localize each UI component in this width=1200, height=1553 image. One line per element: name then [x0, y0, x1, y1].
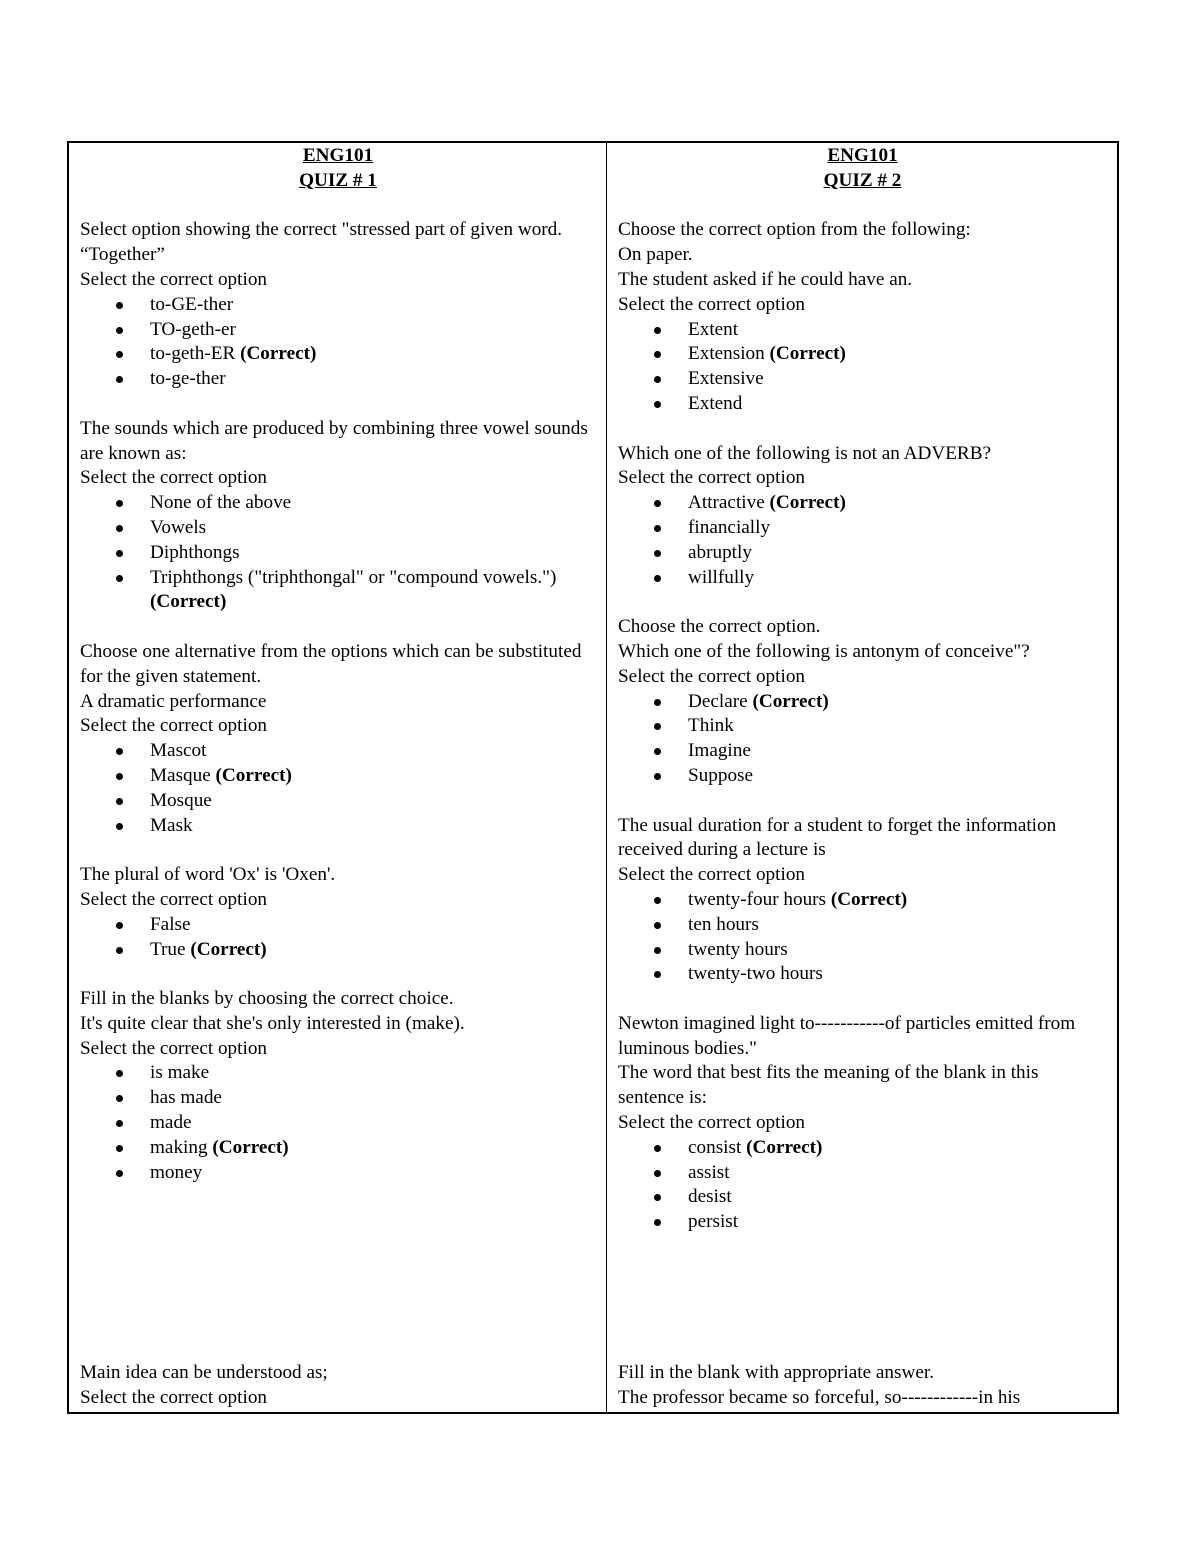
option-item — [618, 1161, 1107, 1186]
option-text: persist — [688, 1211, 739, 1233]
option-list — [618, 1136, 1107, 1235]
option-item — [618, 714, 1107, 739]
option-text: made — [150, 1112, 192, 1134]
bullet-icon — [116, 1095, 123, 1102]
correct-marker: (Correct) — [752, 690, 829, 712]
question-line: Select option showing the correct "stressed part of given word. “Together” — [80, 219, 563, 266]
bullet-icon — [116, 1070, 123, 1077]
question-line: The word that best fits the meaning of the blank in this sentence is: — [618, 1062, 1039, 1109]
option-text: to-GE-ther — [150, 293, 234, 315]
option-text: money — [150, 1161, 203, 1183]
question-block — [618, 1012, 1107, 1235]
question-line: Select the correct option — [80, 888, 268, 910]
question-line: Select the correct option — [80, 268, 268, 290]
option-text: Declare — [688, 690, 753, 712]
bullet-icon — [654, 327, 661, 334]
bullet-icon — [116, 947, 123, 954]
option-item — [618, 764, 1107, 789]
option-text: to-ge-ther — [150, 368, 226, 390]
option-item — [618, 491, 1107, 516]
question-block — [80, 640, 596, 838]
option-item — [80, 1061, 596, 1086]
correct-marker: (Correct) — [212, 1136, 289, 1158]
option-text: Extent — [688, 318, 739, 340]
option-item — [618, 342, 1107, 367]
option-text: Attractive — [688, 492, 770, 514]
option-text: Masque — [150, 764, 216, 786]
bullet-icon — [116, 823, 123, 830]
spacer — [80, 962, 596, 987]
question-line: Select the correct option — [80, 1037, 268, 1059]
question-line: Select the correct option — [618, 467, 806, 489]
bullet-icon — [654, 1219, 661, 1226]
option-list — [80, 491, 596, 615]
option-text: making — [150, 1136, 213, 1158]
option-item — [80, 1111, 596, 1136]
question-line: Choose the correct option. — [618, 616, 821, 638]
option-item — [618, 1210, 1107, 1235]
question-block — [80, 417, 596, 615]
bullet-icon — [116, 748, 123, 755]
question-block — [80, 863, 596, 962]
option-item — [618, 888, 1107, 913]
option-text: abruptly — [688, 541, 752, 563]
question-line: Choose one alternative from the options which can be substituted for the given statement. — [80, 640, 582, 687]
bullet-icon — [116, 376, 123, 383]
question-line: Which one of the following is antonym of conceive"? — [618, 640, 1030, 662]
question-line: On paper. — [618, 244, 693, 266]
option-item — [80, 739, 596, 764]
option-item — [80, 293, 596, 318]
correct-marker: (Correct) — [240, 343, 317, 365]
correct-marker: (Correct) — [746, 1136, 823, 1158]
option-item — [618, 566, 1107, 591]
bullet-icon — [654, 947, 661, 954]
spacer — [80, 392, 596, 417]
option-text: Extensive — [688, 368, 764, 390]
question-line: Select the correct option — [618, 1112, 806, 1134]
option-list — [80, 1061, 596, 1185]
option-text: TO-geth-er — [150, 318, 236, 340]
question-line: Which one of the following is not an ADVERB? — [618, 442, 992, 464]
question-line: Select the correct option — [618, 665, 806, 687]
spacer — [80, 838, 596, 863]
option-item — [80, 491, 596, 516]
option-item — [618, 367, 1107, 392]
correct-marker: (Correct) — [190, 938, 267, 960]
option-text: False — [150, 913, 191, 935]
option-text: Suppose — [688, 764, 754, 786]
bullet-icon — [654, 723, 661, 730]
quiz-1-column — [69, 143, 607, 1412]
question-line: Select the correct option — [80, 1387, 268, 1409]
option-text: None of the above — [150, 492, 292, 514]
option-item — [80, 814, 596, 839]
question-line: Choose the correct option from the following: — [618, 219, 971, 241]
option-text: consist — [688, 1136, 747, 1158]
question-line: Fill in the blanks by choosing the correct choice. — [80, 988, 454, 1010]
option-text: twenty-two hours — [688, 963, 823, 985]
option-text: True — [150, 938, 191, 960]
bullet-icon — [116, 575, 123, 582]
quiz-title: QUIZ # 2 — [823, 169, 902, 191]
question-block — [80, 987, 596, 1185]
option-text: Mosque — [150, 789, 212, 811]
course-title: ENG101 — [302, 145, 374, 166]
question-block — [618, 218, 1107, 416]
option-item — [80, 566, 596, 616]
bullet-icon — [654, 1145, 661, 1152]
bullet-icon — [654, 699, 661, 706]
question-block — [618, 442, 1107, 591]
option-text: Triphthongs ("triphthongal" or "compound vowels.") — [150, 566, 557, 588]
spacer — [618, 590, 1107, 615]
bullet-icon — [116, 1120, 123, 1127]
spacer — [618, 194, 1107, 219]
bullet-icon — [654, 525, 661, 532]
option-text: assist — [688, 1161, 730, 1183]
option-list — [80, 293, 596, 392]
option-text: Mask — [150, 814, 193, 836]
option-item — [80, 318, 596, 343]
option-text: Extend — [688, 392, 743, 414]
correct-marker: (Correct) — [769, 343, 846, 365]
spacer — [80, 615, 596, 640]
question-line: Select the correct option — [80, 467, 268, 489]
question-line: Main idea can be understood as; — [80, 1362, 328, 1384]
question-line: Select the correct option — [80, 715, 268, 737]
option-text: Vowels — [150, 516, 207, 538]
option-text: ten hours — [688, 913, 759, 935]
option-item — [618, 913, 1107, 938]
spacer — [80, 194, 596, 219]
question-block — [618, 615, 1107, 789]
option-text: willfully — [688, 566, 755, 588]
continued-question — [80, 1361, 596, 1411]
question-line: The plural of word 'Ox' is 'Oxen'. — [80, 864, 336, 886]
bullet-icon — [116, 798, 123, 805]
question-list — [80, 218, 596, 1185]
option-item — [80, 1086, 596, 1111]
question-line: The usual duration for a student to forget the information received during a lecture is — [618, 814, 1057, 861]
option-list — [80, 913, 596, 963]
bullet-icon — [654, 1170, 661, 1177]
option-item — [80, 938, 596, 963]
option-item — [618, 1185, 1107, 1210]
quiz-2-column — [607, 143, 1117, 1412]
continued-question — [618, 1361, 1107, 1411]
option-item — [80, 541, 596, 566]
option-text: twenty hours — [688, 938, 788, 960]
quiz-table — [67, 141, 1119, 1414]
question-line: The sounds which are produced by combining three vowel sounds are known as: — [80, 417, 588, 464]
option-item — [80, 1161, 596, 1186]
option-list — [80, 739, 596, 838]
option-text: is make — [150, 1062, 210, 1084]
bullet-icon — [654, 401, 661, 408]
bullet-icon — [116, 525, 123, 532]
option-item — [80, 789, 596, 814]
bullet-icon — [116, 302, 123, 309]
option-item — [618, 516, 1107, 541]
option-item — [618, 962, 1107, 987]
bullet-icon — [654, 897, 661, 904]
option-item — [618, 739, 1107, 764]
option-item — [618, 392, 1107, 417]
bullet-icon — [116, 500, 123, 507]
option-text: Imagine — [688, 740, 751, 762]
bullet-icon — [116, 550, 123, 557]
option-item — [80, 516, 596, 541]
course-title: ENG101 — [827, 145, 898, 166]
correct-marker: (Correct) — [150, 591, 227, 613]
option-list — [618, 888, 1107, 987]
bullet-icon — [116, 922, 123, 929]
option-list — [618, 690, 1107, 789]
option-list — [618, 491, 1107, 590]
question-line: Newton imagined light to-----------of particles emitted from luminous bodies." — [618, 1012, 1076, 1059]
bullet-icon — [116, 1170, 123, 1177]
bullet-icon — [654, 748, 661, 755]
question-line: It's quite clear that she's only interested in (make). — [80, 1012, 465, 1034]
correct-marker: (Correct) — [215, 764, 292, 786]
question-line: The professor became so forceful, so------------in his — [618, 1387, 1021, 1409]
bullet-icon — [654, 922, 661, 929]
option-item — [80, 367, 596, 392]
spacer — [618, 987, 1107, 1012]
option-text: financially — [688, 516, 771, 538]
question-line: Select the correct option — [618, 293, 806, 315]
option-item — [80, 913, 596, 938]
option-item — [80, 342, 596, 367]
bullet-icon — [654, 971, 661, 978]
question-line: Select the correct option — [618, 864, 806, 886]
bullet-icon — [116, 1145, 123, 1152]
question-line: The student asked if he could have an. — [618, 268, 913, 290]
option-item — [618, 1136, 1107, 1161]
option-text: Think — [688, 715, 734, 737]
option-text: has made — [150, 1087, 222, 1109]
bullet-icon — [116, 351, 123, 358]
spacer — [618, 789, 1107, 814]
question-block — [618, 814, 1107, 988]
option-text: desist — [688, 1186, 732, 1208]
option-item — [80, 1136, 596, 1161]
question-line: Fill in the blank with appropriate answer. — [618, 1362, 934, 1384]
option-item — [618, 938, 1107, 963]
bullet-icon — [116, 773, 123, 780]
bullet-icon — [654, 376, 661, 383]
bullet-icon — [654, 1194, 661, 1201]
option-list — [618, 318, 1107, 417]
bullet-icon — [654, 500, 661, 507]
bullet-icon — [654, 575, 661, 582]
option-text: Diphthongs — [150, 541, 240, 563]
option-item — [80, 764, 596, 789]
option-item — [618, 318, 1107, 343]
option-text: Mascot — [150, 740, 207, 762]
option-text: Extension — [688, 343, 770, 365]
bullet-icon — [654, 550, 661, 557]
option-item — [618, 690, 1107, 715]
option-item — [618, 541, 1107, 566]
quiz-title: QUIZ # 1 — [299, 169, 377, 191]
bullet-icon — [654, 351, 661, 358]
question-line: A dramatic performance — [80, 690, 267, 712]
question-list — [618, 218, 1107, 1235]
correct-marker: (Correct) — [769, 492, 846, 514]
spacer — [618, 417, 1107, 442]
option-text: to-geth-ER — [150, 343, 241, 365]
bullet-icon — [654, 773, 661, 780]
bullet-icon — [116, 327, 123, 334]
correct-marker: (Correct) — [830, 888, 908, 910]
option-text: twenty-four hours — [688, 888, 831, 910]
question-block — [80, 218, 596, 392]
